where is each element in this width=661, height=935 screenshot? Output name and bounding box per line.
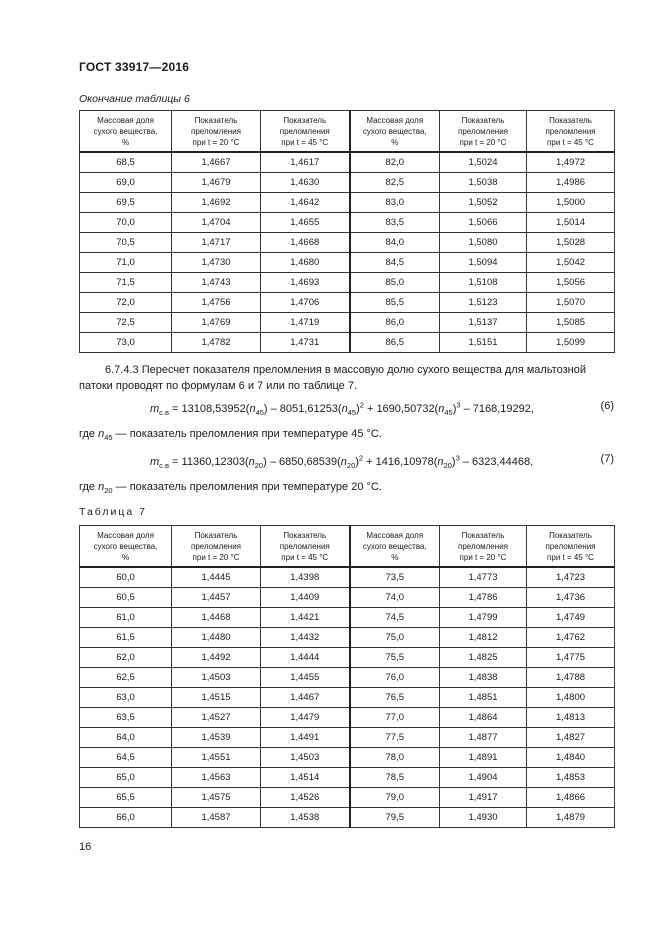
table7-cell: 1,4563 xyxy=(172,768,261,788)
table7-cell: 1,4468 xyxy=(172,608,261,628)
table6-cell: 1,5080 xyxy=(440,233,527,253)
table6-cell: 1,5137 xyxy=(440,313,527,333)
formula-6 xyxy=(150,400,614,417)
table6-cell: 85,5 xyxy=(350,293,440,313)
table6-cell: 1,5000 xyxy=(527,193,615,213)
table7-cell: 1,4480 xyxy=(172,628,261,648)
table7-row xyxy=(80,648,615,668)
table6-cell: 1,4719 xyxy=(261,313,350,333)
table7-cell: 1,4539 xyxy=(172,728,261,748)
table7-cell: 1,4503 xyxy=(172,668,261,688)
table6-cell: 70,5 xyxy=(80,233,172,253)
table6-row xyxy=(80,213,615,233)
table6-cell: 1,4630 xyxy=(261,173,350,193)
table6-cell: 1,5070 xyxy=(527,293,615,313)
table6-cell: 1,4692 xyxy=(172,193,261,213)
table7-cell: 1,4421 xyxy=(261,608,350,628)
table6-row xyxy=(80,273,615,293)
table7-row xyxy=(80,808,615,828)
table7-row xyxy=(80,688,615,708)
table6-cell: 1,5042 xyxy=(527,253,615,273)
table6-cell: 69,5 xyxy=(80,193,172,213)
table7-cell: 1,4492 xyxy=(172,648,261,668)
table7-cell: 61,5 xyxy=(80,628,172,648)
table7-cell: 75,5 xyxy=(350,648,440,668)
table6-cell: 82,5 xyxy=(350,173,440,193)
table6-row xyxy=(80,233,615,253)
table7-cell: 1,4851 xyxy=(440,688,527,708)
table6-cell: 85,0 xyxy=(350,273,440,293)
table7-cell: 64,0 xyxy=(80,728,172,748)
table7-header-cell: Показатель преломления при t = 45 °C xyxy=(261,526,350,568)
table7-cell: 1,4917 xyxy=(440,788,527,808)
table7-cell: 1,4526 xyxy=(261,788,350,808)
table7-cell: 1,4491 xyxy=(261,728,350,748)
table7-cell: 1,4455 xyxy=(261,668,350,688)
table7-cell: 1,4527 xyxy=(172,708,261,728)
table7-cell: 1,4551 xyxy=(172,748,261,768)
table6-cell: 1,5123 xyxy=(440,293,527,313)
table6-cell: 1,4731 xyxy=(261,333,350,353)
table6-cell: 84,5 xyxy=(350,253,440,273)
table6-cell: 1,5038 xyxy=(440,173,527,193)
table6-cell: 1,4642 xyxy=(261,193,350,213)
table7-row xyxy=(80,768,615,788)
table7-header-cell: Показатель преломления при t = 20 °C xyxy=(440,526,527,568)
table7-cell: 1,4749 xyxy=(527,608,615,628)
table7-cell: 1,4515 xyxy=(172,688,261,708)
table6-body xyxy=(80,152,615,353)
table7-cell: 60,0 xyxy=(80,567,172,588)
table7-cell: 79,0 xyxy=(350,788,440,808)
table7-cell: 1,4467 xyxy=(261,688,350,708)
table7-header-cell: Показатель преломления при t = 45 °C xyxy=(527,526,615,568)
table6-cell: 1,4717 xyxy=(172,233,261,253)
table7-caption: Таблица 7 xyxy=(79,506,147,518)
table6-cell: 71,0 xyxy=(80,253,172,273)
table6-cell: 1,4730 xyxy=(172,253,261,273)
table6-row xyxy=(80,193,615,213)
table6-cell: 1,4668 xyxy=(261,233,350,253)
table7-row xyxy=(80,668,615,688)
table7-cell: 1,4891 xyxy=(440,748,527,768)
formula-7 xyxy=(150,453,614,470)
table7 xyxy=(79,525,615,828)
table7-cell: 78,5 xyxy=(350,768,440,788)
formula-6-number: (6) xyxy=(600,400,614,412)
table6-cell: 1,4667 xyxy=(172,152,261,173)
table6-cell: 73,0 xyxy=(80,333,172,353)
table7-cell: 1,4444 xyxy=(261,648,350,668)
table6-row xyxy=(80,333,615,353)
table7-cell: 1,4853 xyxy=(527,768,615,788)
table6-row xyxy=(80,173,615,193)
table7-cell: 1,4457 xyxy=(172,588,261,608)
table6-cell: 1,5094 xyxy=(440,253,527,273)
table7-header-cell: Массовая доля сухого вещества, % xyxy=(80,526,172,568)
formula-7-number: (7) xyxy=(600,453,614,465)
table6-cell: 72,5 xyxy=(80,313,172,333)
table7-cell: 61,0 xyxy=(80,608,172,628)
table6-cell: 71,5 xyxy=(80,273,172,293)
table7-cell: 1,4538 xyxy=(261,808,350,828)
table6-cell: 69,0 xyxy=(80,173,172,193)
table7-cell: 1,4840 xyxy=(527,748,615,768)
table6-cell: 1,4782 xyxy=(172,333,261,353)
table7-cell: 1,4864 xyxy=(440,708,527,728)
table6-cell: 83,5 xyxy=(350,213,440,233)
table7-cell: 66,0 xyxy=(80,808,172,828)
table6-cell: 1,5151 xyxy=(440,333,527,353)
table6-cell: 1,5108 xyxy=(440,273,527,293)
table6-cell: 1,5085 xyxy=(527,313,615,333)
table7-cell: 77,5 xyxy=(350,728,440,748)
table7-cell: 65,5 xyxy=(80,788,172,808)
table7-cell: 1,4825 xyxy=(440,648,527,668)
table7-cell: 1,4762 xyxy=(527,628,615,648)
table6-cell: 1,4756 xyxy=(172,293,261,313)
table6-cell: 70,0 xyxy=(80,213,172,233)
formula-6-explanation: где $n_{45}$ — показатель преломления при температуре 45 °С. xyxy=(79,428,382,443)
table7-cell: 1,4409 xyxy=(261,588,350,608)
table7-cell: 1,4514 xyxy=(261,768,350,788)
table6-cell: 1,5052 xyxy=(440,193,527,213)
table7-cell: 1,4775 xyxy=(527,648,615,668)
table7-cell: 1,4812 xyxy=(440,628,527,648)
table6-cell: 1,4655 xyxy=(261,213,350,233)
table7-cell: 65,0 xyxy=(80,768,172,788)
table7-cell: 78,0 xyxy=(350,748,440,768)
table6-cell: 72,0 xyxy=(80,293,172,313)
table7-cell: 74,0 xyxy=(350,588,440,608)
table6-header-cell: Показатель преломления при t = 20 °C xyxy=(172,111,261,153)
table7-cell: 62,0 xyxy=(80,648,172,668)
page-number: 16 xyxy=(79,841,92,853)
table7-header-cell: Показатель преломления при t = 20 °C xyxy=(172,526,261,568)
document-header-title: ГОСТ 33917—2016 xyxy=(79,60,190,74)
table7-cell: 1,4503 xyxy=(261,748,350,768)
table7-body xyxy=(80,567,615,828)
table7-row xyxy=(80,728,615,748)
table6-row xyxy=(80,253,615,273)
table6-cell: 86,5 xyxy=(350,333,440,353)
table7-cell: 1,4398 xyxy=(261,567,350,588)
table7-cell: 1,4587 xyxy=(172,808,261,828)
table6-header-cell: Показатель преломления при t = 45 °C xyxy=(261,111,350,153)
table7-cell: 1,4786 xyxy=(440,588,527,608)
section-6-7-4-3-paragraph: 6.7.4.3 Пересчет показателя преломления в массовую долю сухого вещества для мальтозной патоки проводят по формулам 6 и 7 или по таблице 7. xyxy=(79,364,586,392)
table6-cell: 1,4680 xyxy=(261,253,350,273)
table7-cell: 1,4723 xyxy=(527,567,615,588)
formula-6-lhs: $m_{с.в}$ xyxy=(150,402,169,417)
formula-7-lhs: $m_{с.в}$ xyxy=(150,455,169,470)
table6-header-row xyxy=(80,111,615,153)
table6-header-cell: Массовая доля сухого вещества, % xyxy=(350,111,440,153)
table7-header-row xyxy=(80,526,615,568)
table7-cell: 1,4813 xyxy=(527,708,615,728)
table7-cell: 1,4838 xyxy=(440,668,527,688)
table7-cell: 1,4736 xyxy=(527,588,615,608)
table7-cell: 1,4788 xyxy=(527,668,615,688)
table6-cell: 82,0 xyxy=(350,152,440,173)
table7-cell: 79,5 xyxy=(350,808,440,828)
table7-cell: 62,5 xyxy=(80,668,172,688)
table6-cell: 1,4693 xyxy=(261,273,350,293)
table7-cell: 60,5 xyxy=(80,588,172,608)
table7-cell: 1,4575 xyxy=(172,788,261,808)
table6-cell: 1,5028 xyxy=(527,233,615,253)
table7-cell: 1,4432 xyxy=(261,628,350,648)
table7-cell: 1,4445 xyxy=(172,567,261,588)
table7-cell: 1,4930 xyxy=(440,808,527,828)
table7-cell: 75,0 xyxy=(350,628,440,648)
table6-cell: 1,4769 xyxy=(172,313,261,333)
table7-cell: 64,5 xyxy=(80,748,172,768)
table7-cell: 63,0 xyxy=(80,688,172,708)
table6-cell: 1,5014 xyxy=(527,213,615,233)
table6-cell: 1,4986 xyxy=(527,173,615,193)
table7-cell: 76,5 xyxy=(350,688,440,708)
formula-7-explanation: где $n_{20}$ — показатель преломления при температуре 20 °С. xyxy=(79,481,382,496)
table7-row xyxy=(80,567,615,588)
table7-cell: 74,5 xyxy=(350,608,440,628)
table7-header-cell: Массовая доля сухого вещества, % xyxy=(350,526,440,568)
table6-cell: 1,4679 xyxy=(172,173,261,193)
table6-cell: 1,4743 xyxy=(172,273,261,293)
table7-cell: 1,4800 xyxy=(527,688,615,708)
table6-cell: 1,4704 xyxy=(172,213,261,233)
table7-cell: 1,4877 xyxy=(440,728,527,748)
table7-cell: 73,5 xyxy=(350,567,440,588)
formula-6-body: = $13108,53952(n_{45}) - 8051,61253(n_{45})^2 + 1690,50732(n_{45})^3 - 7168,19292$, xyxy=(169,400,534,417)
table6-header-cell: Показатель преломления при t = 45 °C xyxy=(527,111,615,153)
table7-row xyxy=(80,608,615,628)
table7-cell: 1,4827 xyxy=(527,728,615,748)
table7-row xyxy=(80,708,615,728)
table7-cell: 76,0 xyxy=(350,668,440,688)
table6-cell: 1,4706 xyxy=(261,293,350,313)
table6-cell: 1,5099 xyxy=(527,333,615,353)
table6-row xyxy=(80,152,615,173)
table6-caption: Окончание таблицы 6 xyxy=(79,93,190,105)
table7-cell: 1,4904 xyxy=(440,768,527,788)
table6 xyxy=(79,110,615,353)
table7-cell: 1,4799 xyxy=(440,608,527,628)
table7-cell: 1,4773 xyxy=(440,567,527,588)
table6-cell: 68,5 xyxy=(80,152,172,173)
table6-header-cell: Показатель преломления при t = 20 °C xyxy=(440,111,527,153)
table7-row xyxy=(80,748,615,768)
table7-row xyxy=(80,628,615,648)
table6-row xyxy=(80,293,615,313)
table6-cell: 84,0 xyxy=(350,233,440,253)
table7-cell: 1,4479 xyxy=(261,708,350,728)
table7-cell: 63,5 xyxy=(80,708,172,728)
table6-cell: 1,5066 xyxy=(440,213,527,233)
table7-cell: 1,4866 xyxy=(527,788,615,808)
table7-cell: 77,0 xyxy=(350,708,440,728)
table6-cell: 1,5024 xyxy=(440,152,527,173)
table6-cell: 1,5056 xyxy=(527,273,615,293)
formula-7-body: = $11360,12303(n_{20}) - 6850,68539(n_{20})^2 + 1416,10978(n_{20})^3 - 6323,44468$, xyxy=(169,453,534,470)
table7-row xyxy=(80,788,615,808)
table6-cell: 1,4617 xyxy=(261,152,350,173)
table7-cell: 1,4879 xyxy=(527,808,615,828)
table6-cell: 86,0 xyxy=(350,313,440,333)
table6-cell: 1,4972 xyxy=(527,152,615,173)
table6-header-cell: Массовая доля сухого вещества, % xyxy=(80,111,172,153)
table7-row xyxy=(80,588,615,608)
table6-row xyxy=(80,313,615,333)
table6-cell: 83,0 xyxy=(350,193,440,213)
